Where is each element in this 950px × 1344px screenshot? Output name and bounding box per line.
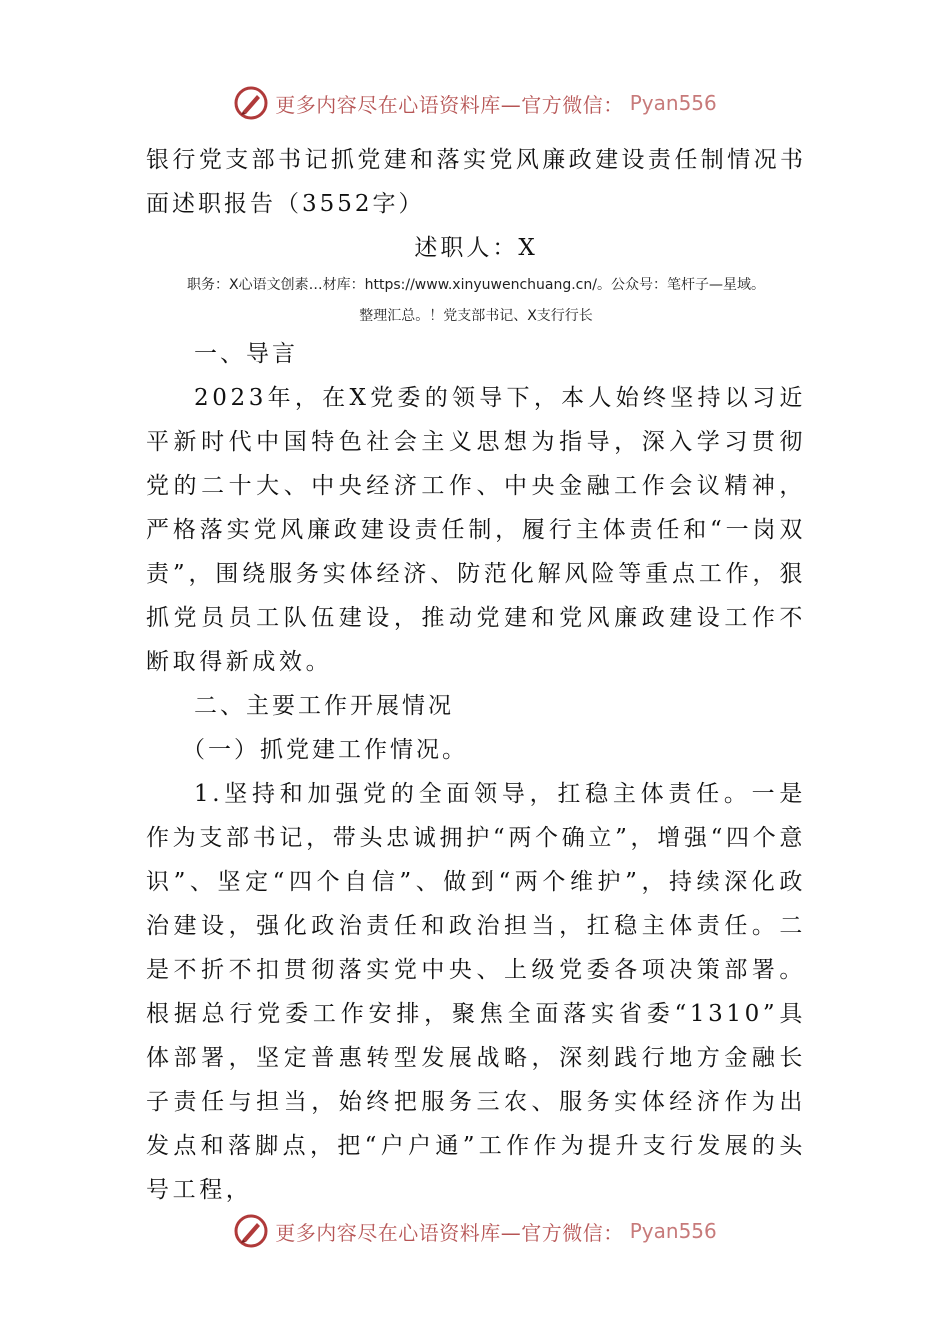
banner-text: 更多内容尽在心语资料库—官方微信： — [275, 92, 624, 117]
banner-contact: Pyan556 — [629, 91, 717, 115]
pen-logo-icon — [233, 1213, 269, 1249]
banner-text: 更多内容尽在心语资料库—官方微信： — [275, 1220, 624, 1245]
subsection-1-heading: （一）抓党建工作情况。 — [182, 737, 468, 763]
section-1-heading: 一、导言 — [194, 341, 298, 367]
reporter-line: 述职人：X — [414, 235, 538, 261]
document-body — [146, 138, 806, 1212]
section-1-paragraph: 2023年，在X党委的领导下，本人始终坚持以习近平新时代中国特色社会主义思想为指导，深入学习贯彻党的二十大、中央经济工作、中央金融工作会议精神，严格落实党风廉政建设责任制，履行主体责任和“一岗双责”，围绕服务实体经济、防范化解风险等重点工作，狠抓党员员工队伍建设，推动党建和党风廉政建设工作不断取得新成效。 — [146, 385, 806, 675]
position-line-1: 职务：X心语文创素…材库：https://www.xinyuwenchuang.cn/。公众号：笔杆子—星域。 — [187, 277, 765, 293]
footer-banner — [0, 1208, 950, 1254]
position-line-2: 整理汇总。！党支部书记、X支行行长 — [359, 308, 593, 324]
pen-logo-icon — [233, 85, 269, 121]
document-title: 银行党支部书记抓党建和落实党风廉政建设责任制情况书面述职报告（3552字） — [146, 147, 806, 217]
section-2-heading: 二、主要工作开展情况 — [194, 693, 454, 719]
item-1-paragraph: 1.坚持和加强党的全面领导，扛稳主体责任。一是作为支部书记，带头忠诚拥护“两个确立”，增强“四个意识”、坚定“四个自信”、做到“两个维护”，持续深化政治建设，强化政治责任和政治担当，扛稳主体责任。二是不折不扣贯彻落实党中央、上级党委各项决策部署。根据总行党委工作安排，聚焦全面落实省委“1310”具体部署，坚定普惠转型发展战略，深刻践行地方金融长子责任与担当，始终把服务三农、服务实体经济作为出发点和落脚点，把“户户通”工作作为提升支行发展的头号工程， — [146, 781, 806, 1203]
banner-contact: Pyan556 — [629, 1219, 717, 1243]
header-banner — [0, 80, 950, 126]
